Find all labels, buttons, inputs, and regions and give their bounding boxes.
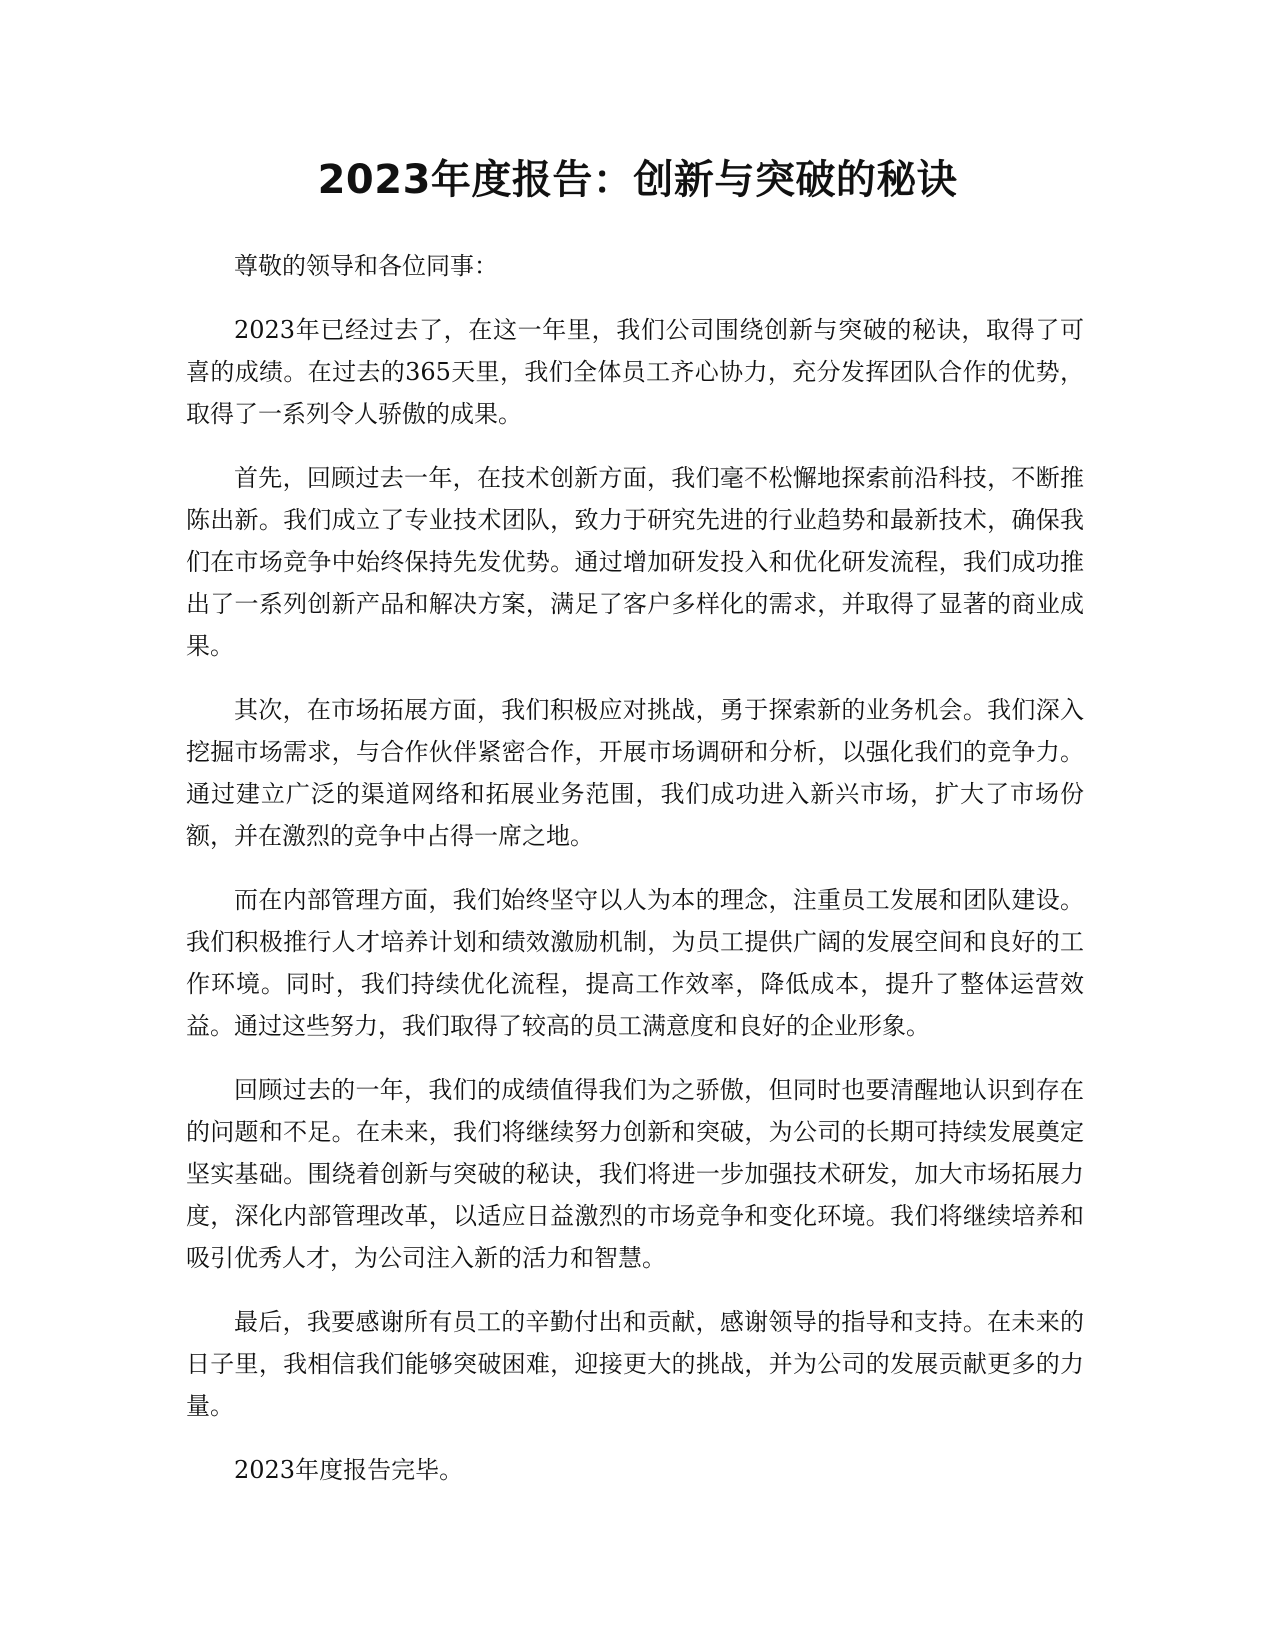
paragraph-market: 其次，在市场拓展方面，我们积极应对挑战，勇于探索新的业务机会。我们深入挖掘市场需求，与合作伙伴紧密合作，开展市场调研和分析，以强化我们的竞争力。通过建立广泛的渠道网络和拓展业务范围，我们成功进入新兴市场，扩大了市场份额，并在激烈的竞争中占得一席之地。 [186, 696, 1084, 850]
salutation: 尊敬的领导和各位同事： [234, 252, 498, 280]
paragraph-intro: 2023年已经过去了，在这一年里，我们公司围绕创新与突破的秘诀，取得了可喜的成绩。在过去的365天里，我们全体员工齐心协力，充分发挥团队合作的优势，取得了一系列令人骄傲的成果。 [186, 316, 1084, 428]
paragraph-thanks: 最后，我要感谢所有员工的辛勤付出和贡献，感谢领导的指导和支持。在未来的日子里，我相信我们能够突破困难，迎接更大的挑战，并为公司的发展贡献更多的力量。 [186, 1308, 1084, 1420]
document-title: 2023年度报告：创新与突破的秘诀 [317, 157, 958, 203]
paragraph-technology: 首先，回顾过去一年，在技术创新方面，我们毫不松懈地探索前沿科技，不断推陈出新。我们成立了专业技术团队，致力于研究先进的行业趋势和最新技术，确保我们在市场竞争中始终保持先发优势。通过增加研发投入和优化研发流程，我们成功推出了一系列创新产品和解决方案，满足了客户多样化的需求，并取得了显著的商业成果。 [186, 464, 1084, 660]
paragraph-review: 回顾过去的一年，我们的成绩值得我们为之骄傲，但同时也要清醒地认识到存在的问题和不足。在未来，我们将继续努力创新和突破，为公司的长期可持续发展奠定坚实基础。围绕着创新与突破的秘诀，我们将进一步加强技术研发，加大市场拓展力度，深化内部管理改革，以适应日益激烈的市场竞争和变化环境。我们将继续培养和吸引优秀人才，为公司注入新的活力和智慧。 [186, 1076, 1084, 1272]
paragraph-closing: 2023年度报告完毕。 [234, 1456, 464, 1484]
paragraph-management: 而在内部管理方面，我们始终坚守以人为本的理念，注重员工发展和团队建设。我们积极推行人才培养计划和绩效激励机制，为员工提供广阔的发展空间和良好的工作环境。同时，我们持续优化流程，提高工作效率，降低成本，提升了整体运营效益。通过这些努力，我们取得了较高的员工满意度和良好的企业形象。 [186, 886, 1084, 1040]
document-body [186, 245, 1084, 1513]
